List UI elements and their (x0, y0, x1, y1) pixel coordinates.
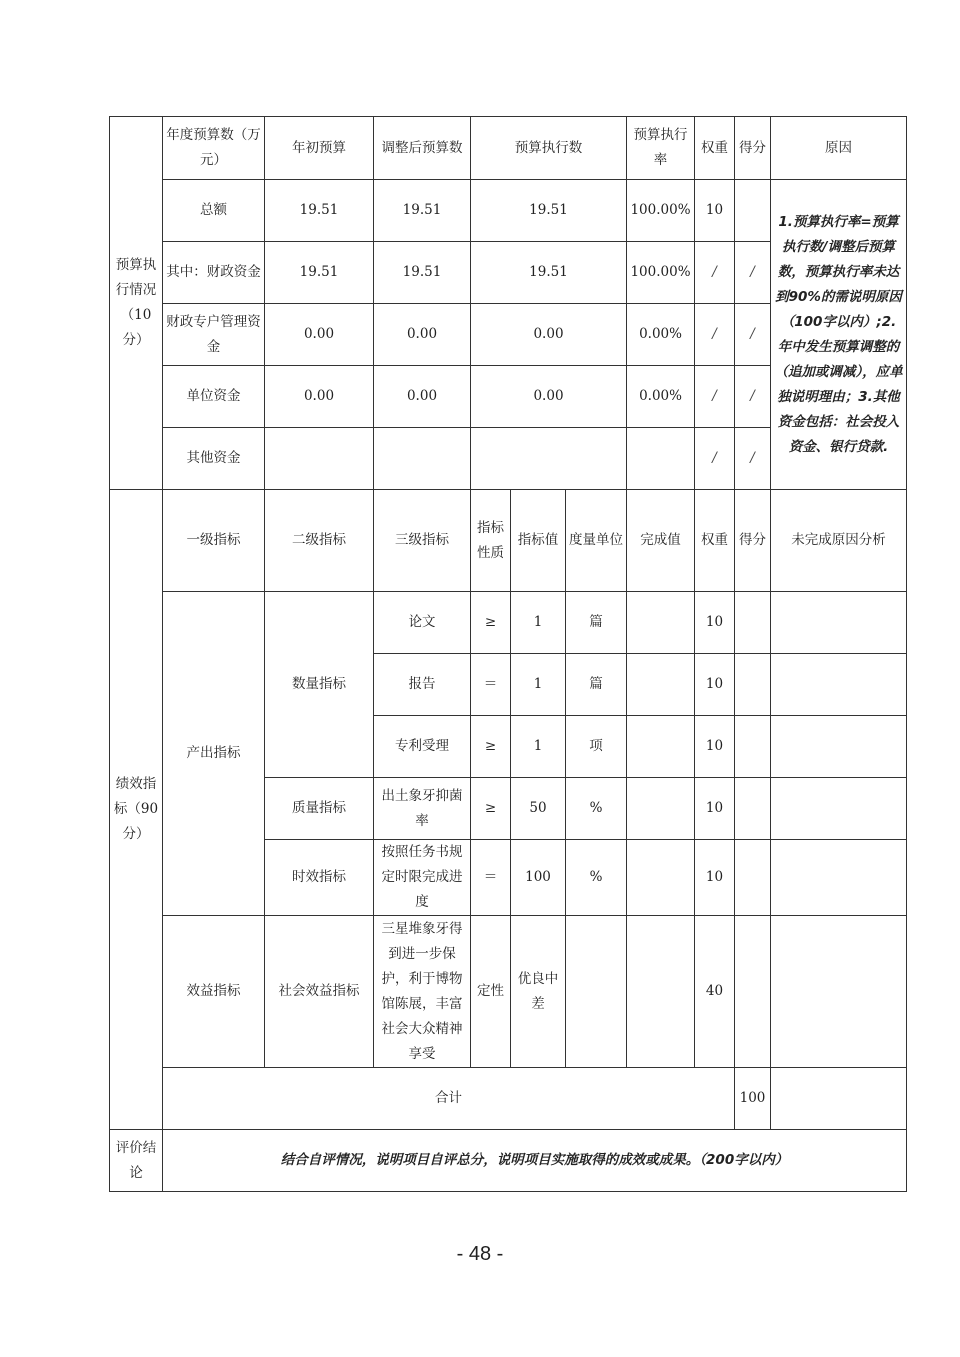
social-benefit-label: 社会效益指标 (265, 916, 374, 1068)
score-value: / (735, 366, 771, 428)
performance-section-label: 绩效指标（90分） (110, 490, 163, 1130)
indicator-unit: 篇 (566, 654, 627, 716)
indicator-unit: 篇 (566, 592, 627, 654)
row-label: 其中：财政资金 (163, 242, 265, 304)
header-completed: 完成值 (627, 490, 695, 592)
indicator-nature: ≥ (471, 716, 511, 778)
row-label: 其他资金 (163, 428, 265, 490)
header-score: 得分 (735, 117, 771, 180)
performance-evaluation-table (109, 116, 907, 1192)
indicator-name: 专利受理 (374, 716, 471, 778)
rate-value (627, 428, 695, 490)
conclusion-text: 结合自评情况，说明项目自评总分，说明项目实施取得的成效或成果。（200字以内） (163, 1130, 907, 1192)
executed-value: 0.00 (471, 366, 627, 428)
initial-value (265, 428, 374, 490)
indicator-unit: 项 (566, 716, 627, 778)
indicator-nature: ＝ (471, 654, 511, 716)
indicator-nature: ≥ (471, 592, 511, 654)
reason-note: 1.预算执行率=预算执行数/调整后预算数，预算执行率未达到90%的需说明原因（100字以内）;2.年中发生预算调整的（追加或调减），应单独说明理由；3.其他资金包括：社会投入资金、银行贷款. (771, 180, 907, 490)
score-value (735, 592, 771, 654)
conclusion-label: 评价结论 (110, 1130, 163, 1192)
score-value: / (735, 304, 771, 366)
indicator-value: 50 (511, 778, 566, 840)
indicator-value: 1 (511, 716, 566, 778)
executed-value (471, 428, 627, 490)
score-value: / (735, 428, 771, 490)
analysis-value (771, 654, 907, 716)
indicator-name: 三星堆象牙得到进一步保护，利于博物馆陈展，丰富社会大众精神享受 (374, 916, 471, 1068)
completed-value (627, 916, 695, 1068)
analysis-value (771, 592, 907, 654)
completed-value (627, 592, 695, 654)
score-value (735, 716, 771, 778)
executed-value: 19.51 (471, 180, 627, 242)
weight-value: / (695, 428, 735, 490)
analysis-value (771, 840, 907, 916)
output-indicator-label: 产出指标 (163, 592, 265, 916)
indicator-name: 论文 (374, 592, 471, 654)
timeliness-indicator-label: 时效指标 (265, 840, 374, 916)
header-initial-budget: 年初预算 (265, 117, 374, 180)
header-level2: 二级指标 (265, 490, 374, 592)
score-value (735, 840, 771, 916)
header-value: 指标值 (511, 490, 566, 592)
header-reason: 原因 (771, 117, 907, 180)
row-label: 单位资金 (163, 366, 265, 428)
weight-value: / (695, 304, 735, 366)
rate-value: 0.00% (627, 366, 695, 428)
total-score (771, 1068, 907, 1130)
weight-value: 10 (695, 654, 735, 716)
executed-value: 19.51 (471, 242, 627, 304)
weight-value: 10 (695, 840, 735, 916)
weight-value: 10 (695, 778, 735, 840)
weight-value: 10 (695, 180, 735, 242)
table-row (110, 180, 907, 242)
header-unit: 度量单位 (566, 490, 627, 592)
indicator-value: 100 (511, 840, 566, 916)
weight-value: 10 (695, 592, 735, 654)
rate-value: 100.00% (627, 180, 695, 242)
header-level3: 三级指标 (374, 490, 471, 592)
score-value: / (735, 242, 771, 304)
indicator-unit (566, 916, 627, 1068)
header-weight: 权重 (695, 117, 735, 180)
header-adjusted-budget: 调整后预算数 (374, 117, 471, 180)
adjusted-value: 0.00 (374, 366, 471, 428)
table-row (110, 592, 907, 654)
initial-value: 0.00 (265, 304, 374, 366)
row-label: 财政专户管理资金 (163, 304, 265, 366)
indicator-unit: % (566, 778, 627, 840)
conclusion-row (110, 1130, 907, 1192)
rate-value: 0.00% (627, 304, 695, 366)
page-number: - 48 - (456, 1243, 504, 1265)
header-level1: 一级指标 (163, 490, 265, 592)
header-nature: 指标性质 (471, 490, 511, 592)
weight-value: / (695, 366, 735, 428)
indicator-value: 1 (511, 654, 566, 716)
weight-value: / (695, 242, 735, 304)
total-row (110, 1068, 907, 1130)
indicator-nature: ≥ (471, 778, 511, 840)
score-value (735, 180, 771, 242)
weight-value: 10 (695, 716, 735, 778)
initial-value: 0.00 (265, 366, 374, 428)
indicator-unit: % (566, 840, 627, 916)
benefit-indicator-label: 效益指标 (163, 916, 265, 1068)
completed-value (627, 654, 695, 716)
analysis-value (771, 916, 907, 1068)
total-weight: 100 (735, 1068, 771, 1130)
quantity-indicator-label: 数量指标 (265, 592, 374, 778)
score-value (735, 916, 771, 1068)
completed-value (627, 716, 695, 778)
indicator-nature: ＝ (471, 840, 511, 916)
analysis-value (771, 716, 907, 778)
completed-value (627, 840, 695, 916)
analysis-value (771, 778, 907, 840)
quality-indicator-label: 质量指标 (265, 778, 374, 840)
header-annual-budget: 年度预算数（万元） (163, 117, 265, 180)
indicator-name: 出土象牙抑菌率 (374, 778, 471, 840)
indicator-nature: 定性 (471, 916, 511, 1068)
header-weight: 权重 (695, 490, 735, 592)
header-score: 得分 (735, 490, 771, 592)
weight-value: 40 (695, 916, 735, 1068)
adjusted-value: 19.51 (374, 242, 471, 304)
budget-section-label: 预算执行情况（10分） (110, 117, 163, 490)
initial-value: 19.51 (265, 180, 374, 242)
score-value (735, 778, 771, 840)
score-value (735, 654, 771, 716)
table-row (110, 916, 907, 1068)
indicator-value: 优良中差 (511, 916, 566, 1068)
adjusted-value: 19.51 (374, 180, 471, 242)
header-execution-rate: 预算执行率 (627, 117, 695, 180)
executed-value: 0.00 (471, 304, 627, 366)
header-analysis: 未完成原因分析 (771, 490, 907, 592)
rate-value: 100.00% (627, 242, 695, 304)
total-label: 合计 (163, 1068, 735, 1130)
indicator-name: 报告 (374, 654, 471, 716)
header-executed: 预算执行数 (471, 117, 627, 180)
completed-value (627, 778, 695, 840)
adjusted-value (374, 428, 471, 490)
row-label: 总额 (163, 180, 265, 242)
initial-value: 19.51 (265, 242, 374, 304)
adjusted-value: 0.00 (374, 304, 471, 366)
indicator-name: 按照任务书规定时限完成进度 (374, 840, 471, 916)
indicator-value: 1 (511, 592, 566, 654)
